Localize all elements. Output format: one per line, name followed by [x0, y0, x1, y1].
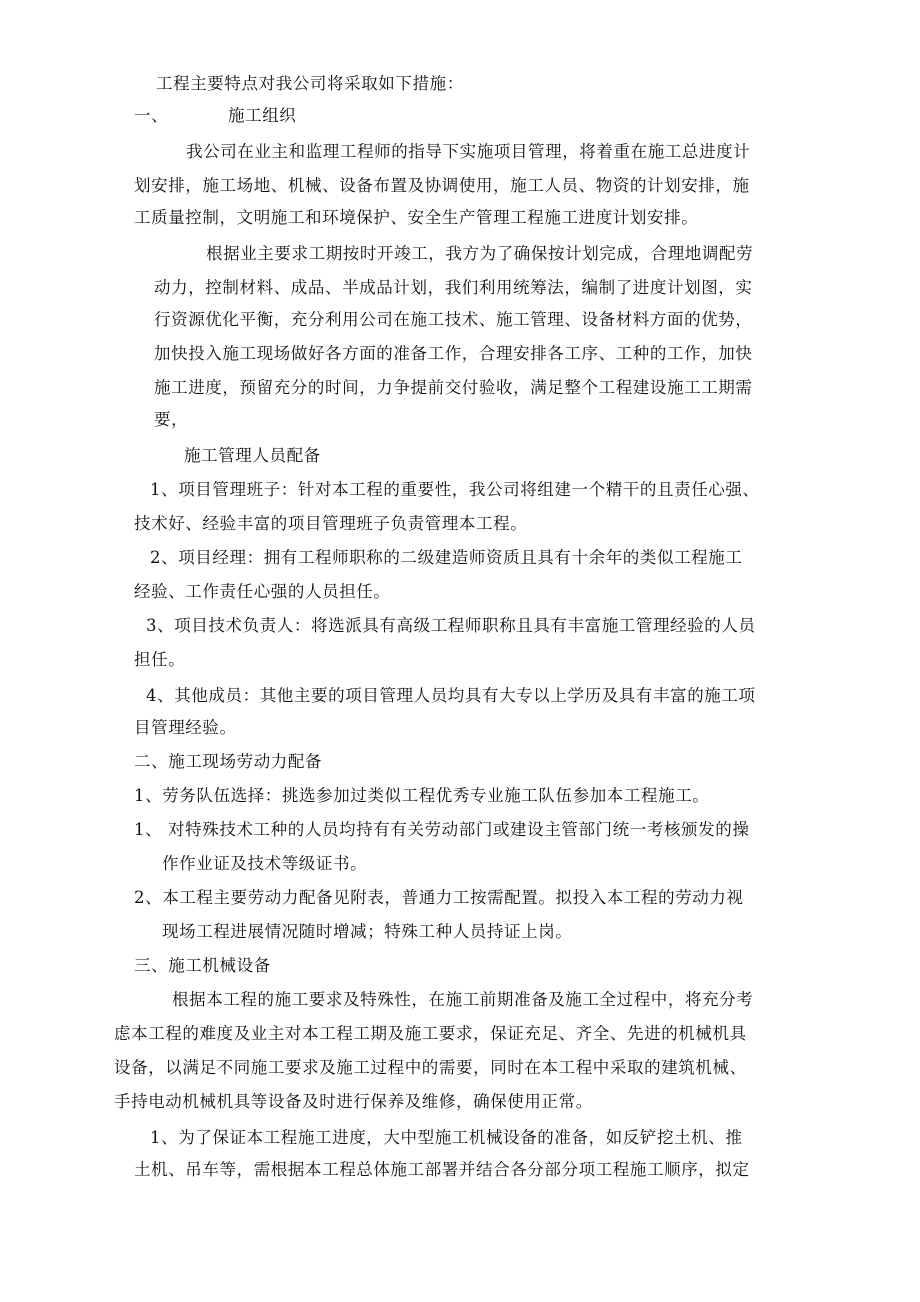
list-item: 1、 对特殊技术工种的人员均持有有关劳动部门或建设主管部门统一考核颁发的操	[134, 820, 750, 839]
paragraph-line: 加快投入施工现场做好各方面的准备工作，合理安排各工序、工种的工作，加快	[154, 344, 753, 363]
list-item-continued: 技术好、经验丰富的项目管理班子负责管理本工程。	[134, 514, 528, 533]
list-item-continued: 担任。	[134, 650, 186, 669]
paragraph-line: 划安排，施工场地、机械、设备布置及协调使用，施工人员、物资的计划安排，施	[134, 176, 750, 195]
list-item-continued: 目管理经验。	[134, 718, 237, 737]
list-item: 2、项目经理：拥有工程师职称的二级建造师资质且具有十余年的类似工程施工	[150, 548, 743, 567]
paragraph-line: 施工进度，预留充分的时间，力争提前交付验收，满足整个工程建设施工工期需	[154, 378, 753, 397]
list-item-continued: 经验、工作责任心强的人员担任。	[134, 582, 391, 601]
section-heading: 施工组织	[228, 106, 297, 125]
list-item-continued: 现场工程进展情况随时增减；特殊工种人员持证上岗。	[162, 922, 573, 941]
list-item-continued: 土机、吊车等，需根据本工程总体施工部署并结合各分部分项工程施工顺序，拟定	[134, 1160, 750, 1179]
paragraph-line: 根据本工程的施工要求及特殊性，在施工前期准备及施工全过程中，将充分考	[172, 990, 754, 1009]
list-item: 1、项目管理班子：针对本工程的重要性，我公司将组建一个精干的且责任心强、	[150, 480, 760, 499]
list-item: 4、其他成员：其他主要的项目管理人员均具有大专以上学历及具有丰富的施工项	[146, 686, 756, 705]
paragraph-line: 动力，控制材料、成品、半成品计划，我们利用统筹法，编制了进度计划图，实	[154, 278, 753, 297]
list-item: 2、本工程主要劳动力配备见附表，普通力工按需配置。拟投入本工程的劳动力视	[134, 888, 744, 907]
section-heading: 三、施工机械设备	[134, 956, 271, 975]
paragraph-line: 根据业主要求工期按时开竣工，我方为了确保按计划完成，合理地调配劳	[206, 244, 754, 263]
paragraph-line: 我公司在业主和监理工程师的指导下实施项目管理，将着重在施工总进度计	[186, 142, 751, 161]
list-item: 1、为了保证本工程施工进度，大中型施工机械设备的准备，如反铲挖土机、推	[150, 1128, 743, 1147]
list-item: 3、项目技术负责人：将选派具有高级工程师职称且具有丰富施工管理经验的人员	[146, 616, 756, 635]
paragraph-line: 工质量控制，文明施工和环境保护、安全生产管理工程施工进度计划安排。	[134, 208, 699, 227]
section-number: 一、	[134, 106, 169, 125]
intro-line: 工程主要特点对我公司将采取如下措施：	[156, 74, 464, 93]
section-heading: 二、施工现场劳动力配备	[134, 752, 323, 771]
paragraph-line: 手持电动机械机具等设备及时进行保养及维修，确保使用正常。	[114, 1092, 593, 1111]
list-item: 1、劳务队伍选择：挑选参加过类似工程优秀专业施工队伍参加本工程施工。	[134, 786, 710, 805]
paragraph-line: 要，	[154, 410, 189, 429]
paragraph-line: 行资源优化平衡，充分利用公司在施工技术、施工管理、设备材料方面的优势，	[154, 310, 753, 329]
paragraph-line: 设备，以满足不同施工要求及施工过程中的需要，同时在本工程中采取的建筑机械、	[114, 1058, 747, 1077]
paragraph-line: 虑本工程的难度及业主对本工程工期及施工要求，保证充足、齐全、先进的机械机具	[114, 1024, 747, 1043]
list-item-continued: 作作业证及技术等级证书。	[162, 854, 368, 873]
subsection-heading: 施工管理人员配备	[184, 446, 321, 465]
